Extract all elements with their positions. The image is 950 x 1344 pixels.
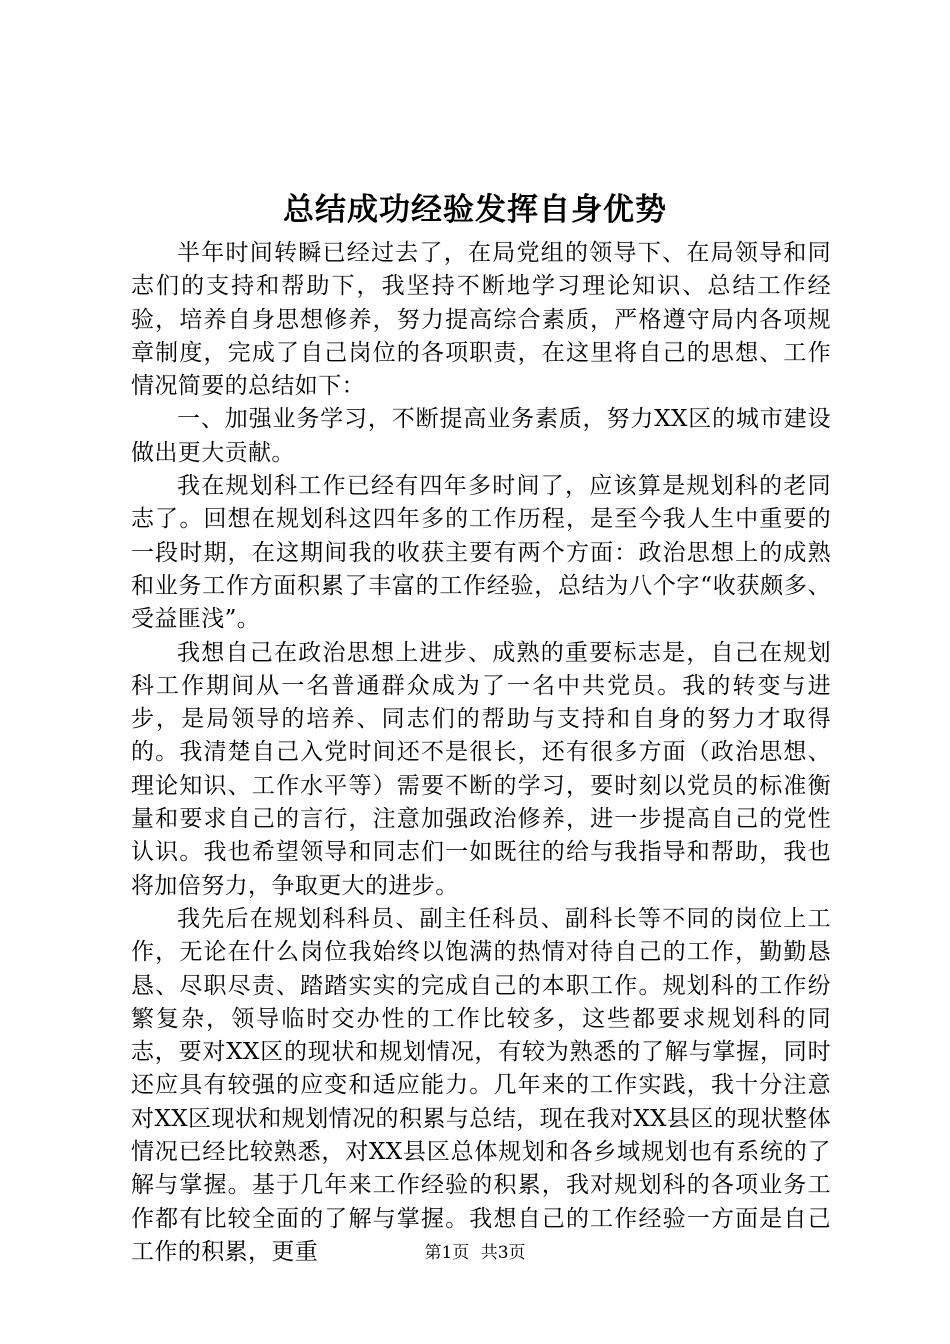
paragraph-intro: 半年时间转瞬已经过去了，在局党组的领导下、在局领导和同志们的支持和帮助下，我坚持不断地学习理论知识、总结工作经验，培养自身思想修养，努力提高综合素质，严格遵守局内各项规章制度，完成了自己岗位的各项职责，在这里将自己的思想、工作情况简要的总结如下： (131, 240, 831, 400)
paragraph-work-positions: 我先后在规划科科员、副主任科员、副科长等不同的岗位上工作，无论在什么岗位我始终以饱满的热情对待自己的工作，勤勤恳恳、尽职尽责、踏踏实实的完成自己的本职工作。规划科的工作纷繁复杂，领导临时交办性的工作比较多，这些都要求规划科的同志，要对XX区的现状和规划情况，有较为熟悉的了解与掌握，同时还应具有较强的应变和适应能力。几年来的工作实践，我十分注意对XX区现状和规划情况的积累与总结，现在我对XX县区的现状整体情况已经比较熟悉，对XX县区总体规划和各乡域规划也有系统的了解与掌握。基于几年来工作经验的积累，我对规划科的各项业务工作都有比较全面的了解与掌握。我想自己的工作经验一方面是自己工作的积累，更重 (131, 905, 831, 1265)
document-body (131, 237, 831, 1269)
document-title: 总结成功经验发挥自身优势 (283, 192, 667, 228)
paragraph-experience: 我在规划科工作已经有四年多时间了，应该算是规划科的老同志了。回想在规划科这四年多的工作历程，是至今我人生中重要的一段时期，在这期间我的收获主要有两个方面：政治思想上的成熟和业务工作方面积累了丰富的工作经验，总结为八个字“收获颇多、受益匪浅”。 (131, 473, 831, 633)
page-number-footer: 第1页 共3页 (424, 1243, 526, 1263)
paragraph-section-heading: 一、加强业务学习，不断提高业务素质，努力XX区的城市建设做出更大贡献。 (131, 406, 831, 466)
paragraph-political-growth: 我想自己在政治思想上进步、成熟的重要标志是，自己在规划科工作期间从一名普通群众成为了一名中共党员。我的转变与进步，是局领导的培养、同志们的帮助与支持和自身的努力才取得的。我清楚自己入党时间还不是很长，还有很多方面（政治思想、理论知识、工作水平等）需要不断的学习，要时刻以党员的标准衡量和要求自己的言行，注意加强政治修养，进一步提高自己的党性认识。我也希望领导和同志们一如既往的给与我指导和帮助，我也将加倍努力，争取更大的进步。 (131, 639, 831, 899)
